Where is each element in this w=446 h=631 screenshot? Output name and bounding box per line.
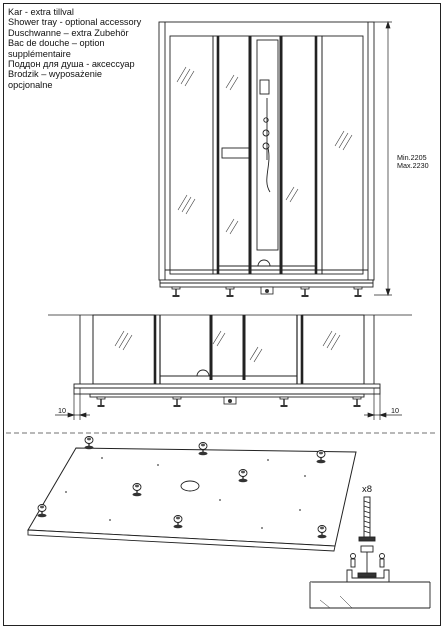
cabin-on-tray-view — [74, 315, 380, 397]
glass-reflection-marks — [177, 67, 352, 234]
caption-line-de: Duschwanne – extra Zubehör — [8, 27, 129, 38]
caption-line-pl-1: Brodzik – wyposażenie — [8, 69, 102, 80]
caption-line-sv: Kar - extra tillval — [8, 7, 74, 17]
height-dimension-line — [374, 22, 392, 295]
tray-feet-row — [97, 397, 361, 407]
caption-line-pl-2: opcjonalne — [8, 79, 53, 90]
cabin-front-view — [159, 22, 374, 287]
leg-quantity-label: x8 — [362, 484, 373, 495]
gap-right-label: 10 — [391, 406, 399, 415]
tray-view-reflection-marks — [115, 331, 340, 362]
cabin-feet-row — [172, 287, 362, 297]
caption-line-en: Shower tray - optional accessory — [8, 17, 142, 28]
tray-perspective — [28, 437, 356, 552]
caption-line-ru: Поддон для душа - аксессуар — [8, 59, 135, 70]
gap-left-label: 10 — [58, 406, 66, 415]
height-max-label: Max.2230 — [397, 161, 429, 170]
caption-line-fr-2: supplémentaire — [8, 48, 71, 59]
height-min-label: Min.2205 — [397, 153, 427, 162]
caption-line-fr-1: Bac de douche – option — [8, 38, 105, 49]
